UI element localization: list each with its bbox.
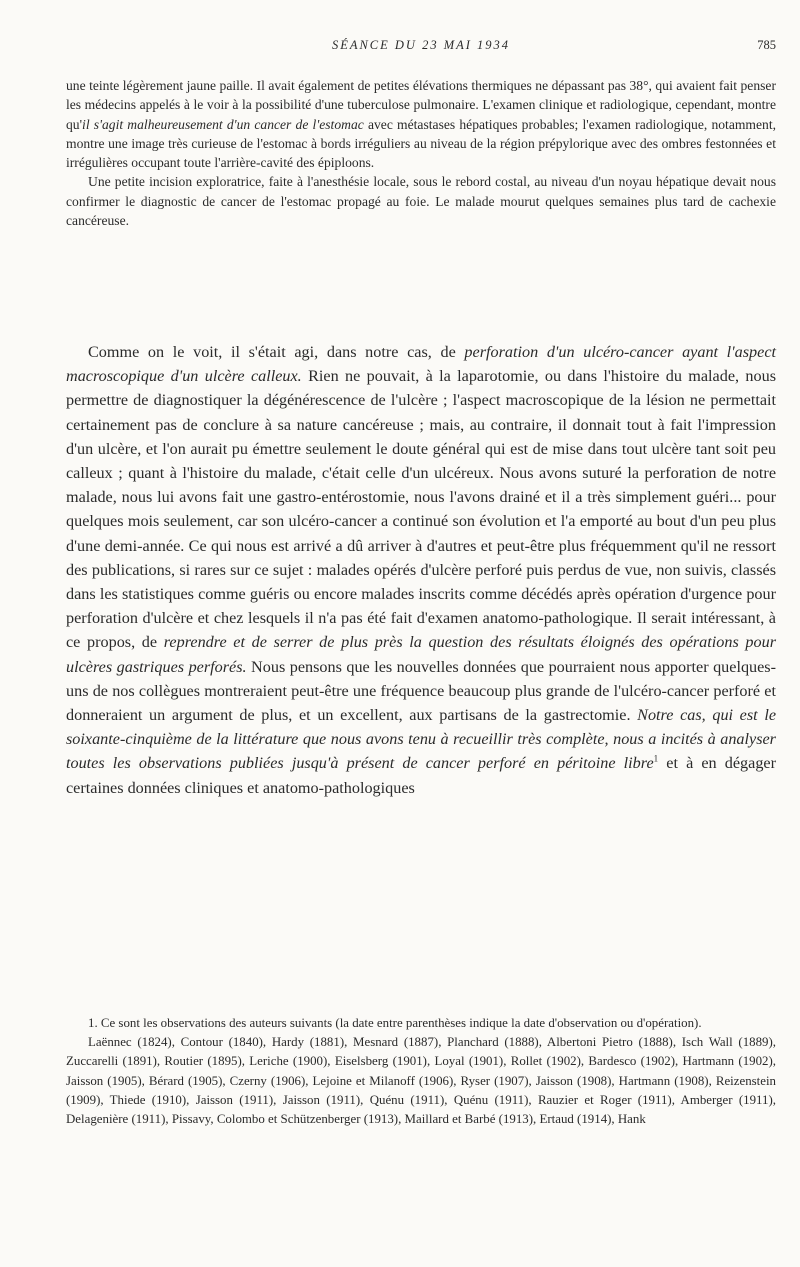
footnote-intro: 1. Ce sont les observations des auteurs suivants (la date entre parenthèses indique la date d'observation ou d'opération). [88, 1016, 702, 1030]
page-header [66, 38, 776, 60]
footnote-reference: 1 [653, 754, 659, 765]
page-number: 785 [757, 38, 776, 52]
footnote-author-list: Laënnec (1824), Contour (1840), Hardy (1881), Mesnard (1887), Planchard (1888), Albertoni Pietro (1888), Isch Wall (1889), Zuccarelli (1891), Routier (1895), Leriche (1900), Eiselsberg (1901), Loyal (1901), Rollet (1902), Bardesco (1902), Hartmann (1902), Jaisson (1905), Bérard (1905), Czerny (1906), Lejoine et Milanoff (1906), Ryser (1907), Jaisson (1908), Hartmann (1908), Reizenstein (1909), Thiede (1910), Jaisson (1911), Jaisson (1911), Quénu (1911), Quénu (1911), Rauzier et Roger (1911), Amberger (1911), Delagenière (1911), Pissavy, Colombo et Schützenberger (1913), Maillard et Barbé (1913), Ertaud (1914), Hank [66, 1035, 776, 1127]
paragraph-case-exam: une teinte légèrement jaune paille. Il avait également de petites élévations thermiques ne dépassant pas 38°, qui avaient fait penser les médecins appelés à le voir à la possibilité d'une tuberculose pulmonaire. L'examen clinique et radiologique, cependant, montre qu'il s'agit malheureusement d'un cancer de l'estomac avec métastases hépatiques probables; l'examen radiologique, notamment, montre une image très curieuse de l'estomac à bords irréguliers au niveau de la région prépylorique avec des ombres festonnées et irrégulières occupant toute l'arrière-cavité des épiploons. [66, 78, 777, 171]
discussion-text [66, 340, 776, 800]
running-title: SÉANCE DU 23 MAI 1934 [331, 38, 511, 52]
case-report-text [66, 76, 776, 230]
paragraph-exploratory-incision: Une petite incision exploratrice, faite à l'anesthésie locale, sous le rebord costal, au niveau d'un noyau hépatique devait nous confirmer le diagnostic de cancer de l'estomac propagé au foie. Le malade mourut quelques semaines plus tard de cachexie cancéreuse. [66, 174, 776, 229]
footnote [66, 1014, 776, 1129]
paragraph-discussion: Comme on le voit, il s'était agi, dans notre cas, de perforation d'un ulcéro-cancer ayant l'aspect macroscopique d'un ulcère calleux. Rien ne pouvait, à la laparotomie, ou dans l'histoire du malade, nous permettre de diagnostiquer la dégénérescence de l'ulcère ; l'aspect macroscopique de la lésion ne permettait certainement pas de conclure à sa nature cancéreuse ; mais, au contraire, il donnait tout à fait l'impression d'un ulcère, et l'on aurait pu émettre seulement le doute général qui est de mise dans tout ulcère tant soit peu calleux ; quant à l'histoire du malade, c'était celle d'un ulcéreux. Nous avons suturé la perforation de notre malade, nous lui avons fait une gastro-entérostomie, nous l'avons drainé et il a très simplement guéri... pour quelques mois seulement, car son ulcéro-cancer a continué son évolution et l'a emporté au bout d'un peu plus d'une demi-année. Ce qui nous est arrivé a dû arriver à d'autres et peut-être plus fréquemment qu'il ne ressort des publications, si rares sur ce sujet : malades opérés d'ulcère perforé puis perdus de vue, non suivis, classés dans les statistiques comme guéris ou encore malades inscrits comme décédés après opération d'urgence pour perforation d'ulcère et chez lesquels il n'a pas été fait d'examen anatomo-pathologique. Il serait intéressant, à ce propos, de reprendre et de serrer de plus près la question des résultats éloignés des opérations pour ulcères gastriques perforés. Nous pensons que les nouvelles données que pourraient nous apporter quelques-uns de nos collègues montreraient peut-être une fréquence beaucoup plus grande de l'ulcéro-cancer perforé et donneraient un argument de plus, et un excellent, aux partisans de la gastrectomie. Notre cas, qui est le soixante-cinquième de la littérature que nous avons tenu à recueillir très complète, nous a incités à analyser toutes les observations publiées jusqu'à présent de cancer perforé en péritoine libre$^1$ et à en dégager certaines données cliniques et anatomo-pathologiques [66, 343, 777, 797]
